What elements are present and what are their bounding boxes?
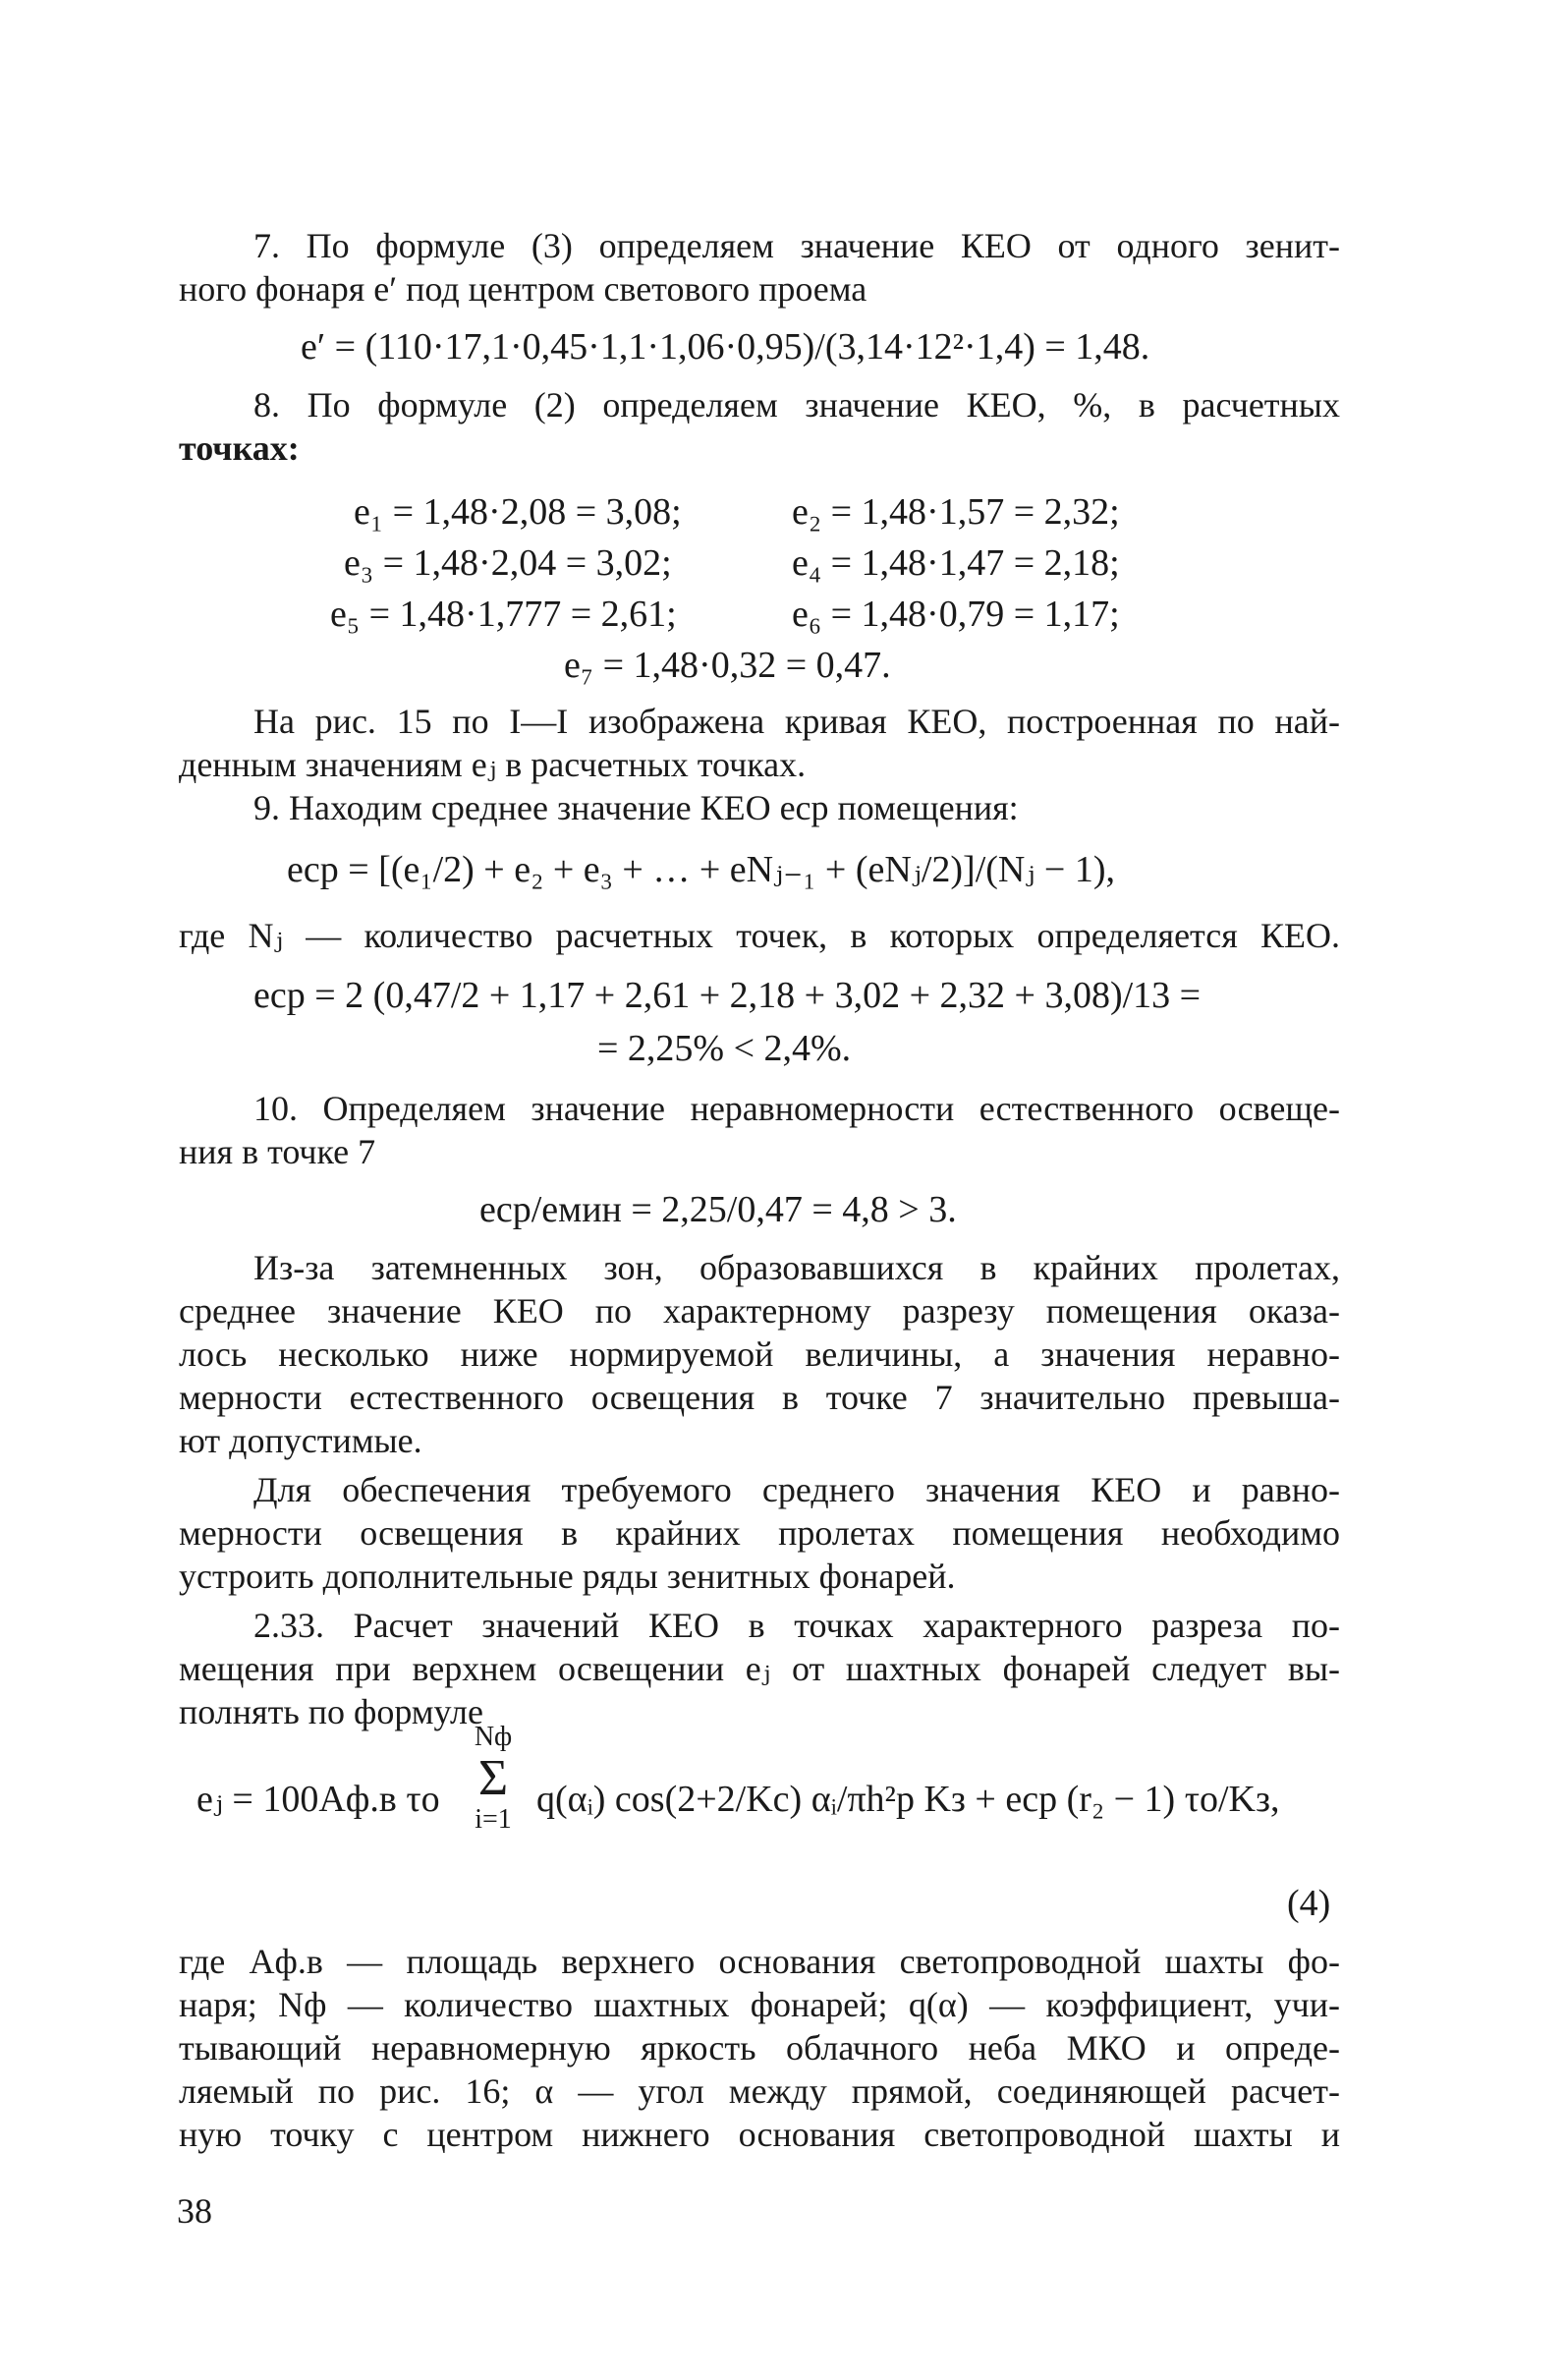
formula-4-left: eⱼ = 100Aф.в τо [196,1779,440,1820]
summation-sign: Σ [477,1750,509,1806]
formula-e1: e₁ = 1,48·2,08 = 3,08; [354,491,682,533]
formula-4-right: q(αᵢ) cos(2+2/Kс) αᵢ/πh²р Kз + eср (r₂ − 1) τо/Kз, [536,1779,1280,1820]
formula-e-prime: e′ = (110·17,1·0,45·1,1·1,06·0,95)/(3,14·12²·1,4) = 1,48. [301,326,1150,368]
formula-e4: e₄ = 1,48·1,47 = 2,18; [792,542,1120,584]
where-line-2: наря; Nф — количество шахтных фонарей; q(α) — коэффициент, учи- [179,1985,1340,2024]
formula-ecp-calc-1: eср = 2 (0,47/2 + 1,17 + 2,61 + 2,18 + 3,02 + 2,32 + 3,08)/13 = [253,975,1202,1016]
paragraph-1-line-5: ют допустимые. [179,1421,422,1460]
section-2-33-line-3: полнять по формуле [179,1692,483,1731]
where-n-line: где Nⱼ — количество расчетных точек, в которых определяется КЕО. [179,916,1340,955]
formula-ratio: eср/eмин = 2,25/0,47 = 4,8 > 3. [479,1189,957,1230]
formula-e7: e₇ = 1,48·0,32 = 0,47. [564,645,891,686]
figure-ref-line-1: На рис. 15 по I—I изображена кривая КЕО, построенная по най- [253,702,1340,741]
formula-e5: e₅ = 1,48·1,777 = 2,61; [330,594,677,635]
where-line-3: тывающий неравномерную яркость облачного неба МКО и опреде- [179,2028,1340,2068]
where-line-1: где Aф.в — площадь верхнего основания светопроводной шахты фо- [179,1942,1340,1981]
formula-ecp-definition: eср = [(e₁/2) + e₂ + e₃ + … + eNⱼ₋₁ + (eNⱼ/2)]/(Nⱼ − 1), [287,849,1115,890]
item-8-line-2: точках: [179,428,300,468]
item-9-line-1: 9. Находим среднее значение КЕО eср помещения: [253,788,1019,827]
formula-e6: e₆ = 1,48·0,79 = 1,17; [792,594,1120,635]
page-number: 38 [177,2191,212,2231]
summation-lower-limit: i=1 [475,1804,512,1835]
paragraph-1-line-2: среднее значение КЕО по характерному разрезу помещения оказа- [179,1291,1340,1331]
paragraph-2-line-3: устроить дополнительные ряды зенитных фонарей. [179,1557,956,1596]
formula-ecp-calc-2: = 2,25% < 2,4%. [597,1028,852,1069]
paragraph-1-line-4: мерности естественного освещения в точке 7 значительно превыша- [179,1378,1340,1417]
paragraph-2-line-1: Для обеспечения требуемого среднего значения КЕО и равно- [253,1470,1340,1509]
item-10-line-2: ния в точке 7 [179,1132,376,1171]
paragraph-2-line-2: мерности освещения в крайних пролетах помещения необходимо [179,1513,1340,1553]
formula-e2: e₂ = 1,48·1,57 = 2,32; [792,491,1120,533]
formula-e3: e₃ = 1,48·2,04 = 3,02; [344,542,672,584]
where-line-4: ляемый по рис. 16; α — угол между прямой, соединяющей расчет- [179,2071,1340,2111]
item-8-line-1: 8. По формуле (2) определяем значение КЕО, %, в расчетных [253,385,1340,425]
item-10-line-1: 10. Определяем значение неравномерности естественного освеще- [253,1089,1340,1128]
where-line-5: ную точку с центром нижнего основания светопроводной шахты и [179,2115,1340,2154]
paragraph-1-line-3: лось несколько ниже нормируемой величины, а значения неравно- [179,1334,1340,1374]
summation-upper-limit: Nф [474,1722,513,1752]
figure-ref-line-2: денным значениям eⱼ в расчетных точках. [179,745,807,784]
paragraph-1-line-1: Из-за затемненных зон, образовавшихся в крайних пролетах, [253,1248,1340,1287]
formula-4-summation [464,1722,523,1836]
item-7-line-2: ного фонаря e′ под центром светового проема [179,269,867,309]
section-2-33-line-2: мещения при верхнем освещении eⱼ от шахтных фонарей следует вы- [179,1649,1340,1688]
formula-4-number: (4) [1287,1883,1331,1924]
item-7-line-1: 7. По формуле (3) определяем значение КЕО от одного зенит- [253,226,1340,265]
section-2-33-line-1: 2.33. Расчет значений КЕО в точках характерного разреза по- [253,1606,1340,1645]
